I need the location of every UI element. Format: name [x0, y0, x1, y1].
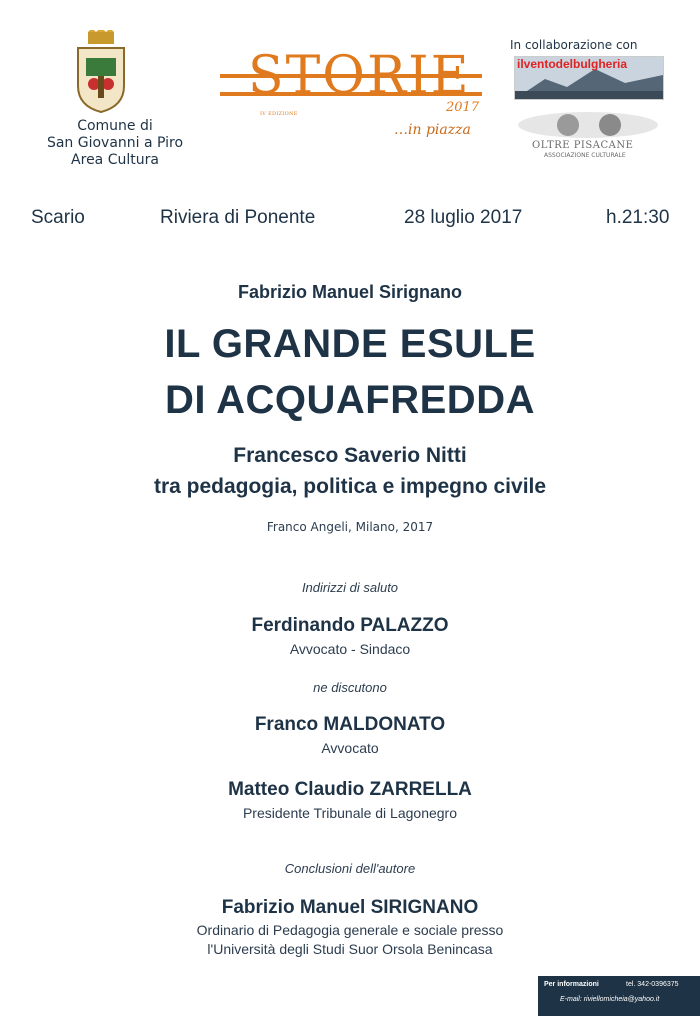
book-publisher: Franco Angeli, Milano, 2017 [266, 520, 434, 534]
book-title-line1: IL GRANDE ESULE [164, 322, 536, 366]
greeter-name: Ferdinando PALAZZO [251, 615, 449, 636]
conclusion-label: Conclusioni dell'autore [284, 861, 416, 876]
speaker1-name: Franco MALDONATO [254, 714, 446, 735]
book-subtitle-line2: tra pedagogia, politica e impegno civile [153, 475, 547, 498]
event-location: Scario [31, 207, 85, 228]
partner2-subtitle: ASSOCIAZIONE CULTURALE [544, 152, 626, 159]
vento-del-bulgheria-logo [514, 56, 664, 100]
partner2-title: OLTRE PISACANE [532, 140, 634, 151]
festival-logo-year: 2017 [446, 100, 480, 115]
speaker2-name: Matteo Claudio ZARRELLA [228, 779, 472, 800]
oltre-pisacane-logo [514, 110, 662, 162]
municipality-line2: San Giovanni a Piro [46, 135, 184, 151]
festival-logo-edition: IV EDIZIONE [260, 111, 298, 117]
festival-logo-subtitle: …in piazza [394, 122, 471, 138]
contact-label: Per informazioni [544, 981, 599, 988]
contact-email: E-mail: riviellomicheia@yahoo.it [560, 996, 660, 1003]
book-subtitle-line1: Francesco Saverio Nitti [233, 444, 467, 467]
event-time: h.21:30 [606, 207, 670, 228]
speaker1-role: Avvocato [321, 740, 379, 756]
municipality-line1: Comune di [77, 118, 153, 134]
discussion-label: ne discutono [313, 680, 387, 695]
partner1-title: ilventodelbulgheria [517, 57, 628, 71]
event-date: 28 luglio 2017 [404, 207, 523, 228]
contact-box [538, 976, 700, 1016]
book-author: Fabrizio Manuel Sirignano [237, 282, 462, 302]
greetings-label: Indirizzi di saluto [301, 580, 399, 595]
contact-phone: tel. 342-0396375 [626, 981, 679, 988]
municipality-line3: Area Cultura [71, 152, 159, 168]
greeter-role: Avvocato - Sindaco [289, 641, 411, 657]
event-venue: Riviera di Ponente [160, 207, 316, 228]
closer-name: Fabrizio Manuel SIRIGNANO [221, 897, 479, 918]
speaker2-role: Presidente Tribunale di Lagonegro [242, 805, 458, 821]
collaboration-label: In collaborazione con [510, 38, 638, 52]
book-title-line2: DI ACQUAFREDDA [165, 378, 535, 422]
festival-logo-word: STORIE [248, 46, 471, 106]
coat-of-arms-logo [74, 30, 128, 114]
closer-role-line2: l'Università degli Studi Suor Orsola Benincasa [207, 941, 493, 957]
closer-role-line1: Ordinario di Pedagogia generale e sociale presso [196, 922, 504, 938]
